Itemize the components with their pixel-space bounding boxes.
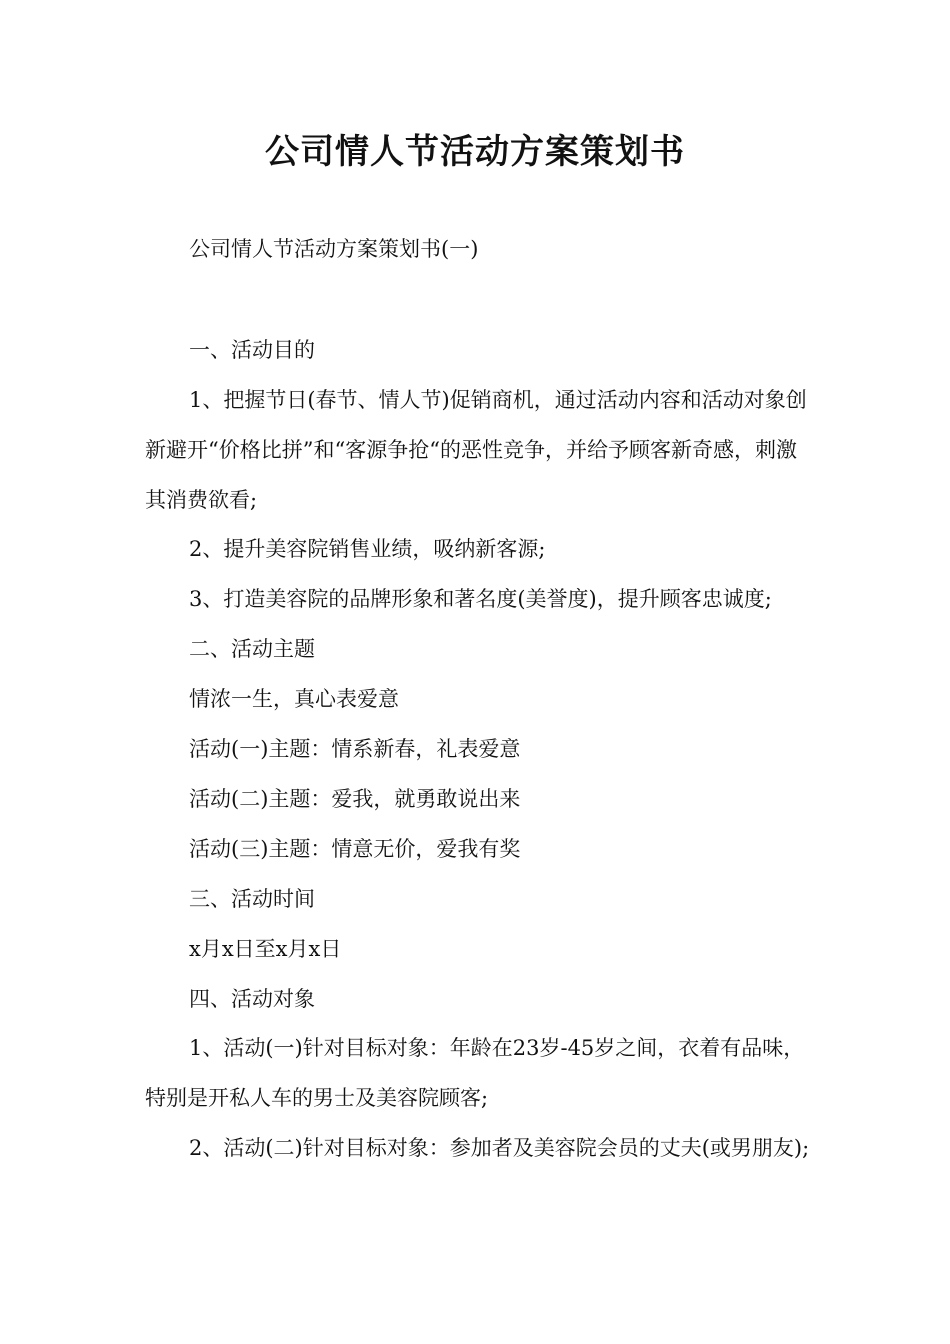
document-title: 公司情人节活动方案策划书 — [265, 132, 685, 172]
paragraph-audience-1: 1、活动(一)针对目标对象：年龄在23岁-45岁之间，衣着有品味，特别是开私人车的男士及美容院顾客; — [145, 1036, 805, 1110]
section-heading-time: 三、活动时间 — [189, 887, 315, 911]
paragraph-purpose-2: 2、提升美容院销售业绩，吸纳新客源; — [189, 537, 546, 561]
paragraph-theme-1: 活动(一)主题：情系新春，礼表爱意 — [189, 737, 521, 761]
section-heading-audience: 四、活动对象 — [189, 987, 315, 1011]
paragraph-theme-3: 活动(三)主题：情意无价，爱我有奖 — [189, 837, 521, 861]
paragraph-purpose-3: 3、打造美容院的品牌形象和著名度(美誉度)，提升顾客忠诚度; — [189, 587, 772, 611]
paragraph-time: x月x日至x月x日 — [189, 937, 342, 961]
document-subtitle: 公司情人节活动方案策划书(一) — [189, 237, 479, 261]
paragraph-theme-main: 情浓一生，真心表爱意 — [189, 687, 399, 711]
paragraph-audience-2: 2、活动(二)针对目标对象：参加者及美容院会员的丈夫(或男朋友); — [189, 1136, 810, 1160]
section-heading-purpose: 一、活动目的 — [189, 338, 315, 362]
paragraph-purpose-1: 1、把握节日(春节、情人节)促销商机，通过活动内容和活动对象创新避开“价格比拼”和“客源争抢“的恶性竞争，并给予顾客新奇感，刺激其消费欲看; — [145, 388, 807, 512]
section-heading-theme: 二、活动主题 — [189, 637, 315, 661]
paragraph-theme-2: 活动(二)主题：爱我，就勇敢说出来 — [189, 787, 521, 811]
